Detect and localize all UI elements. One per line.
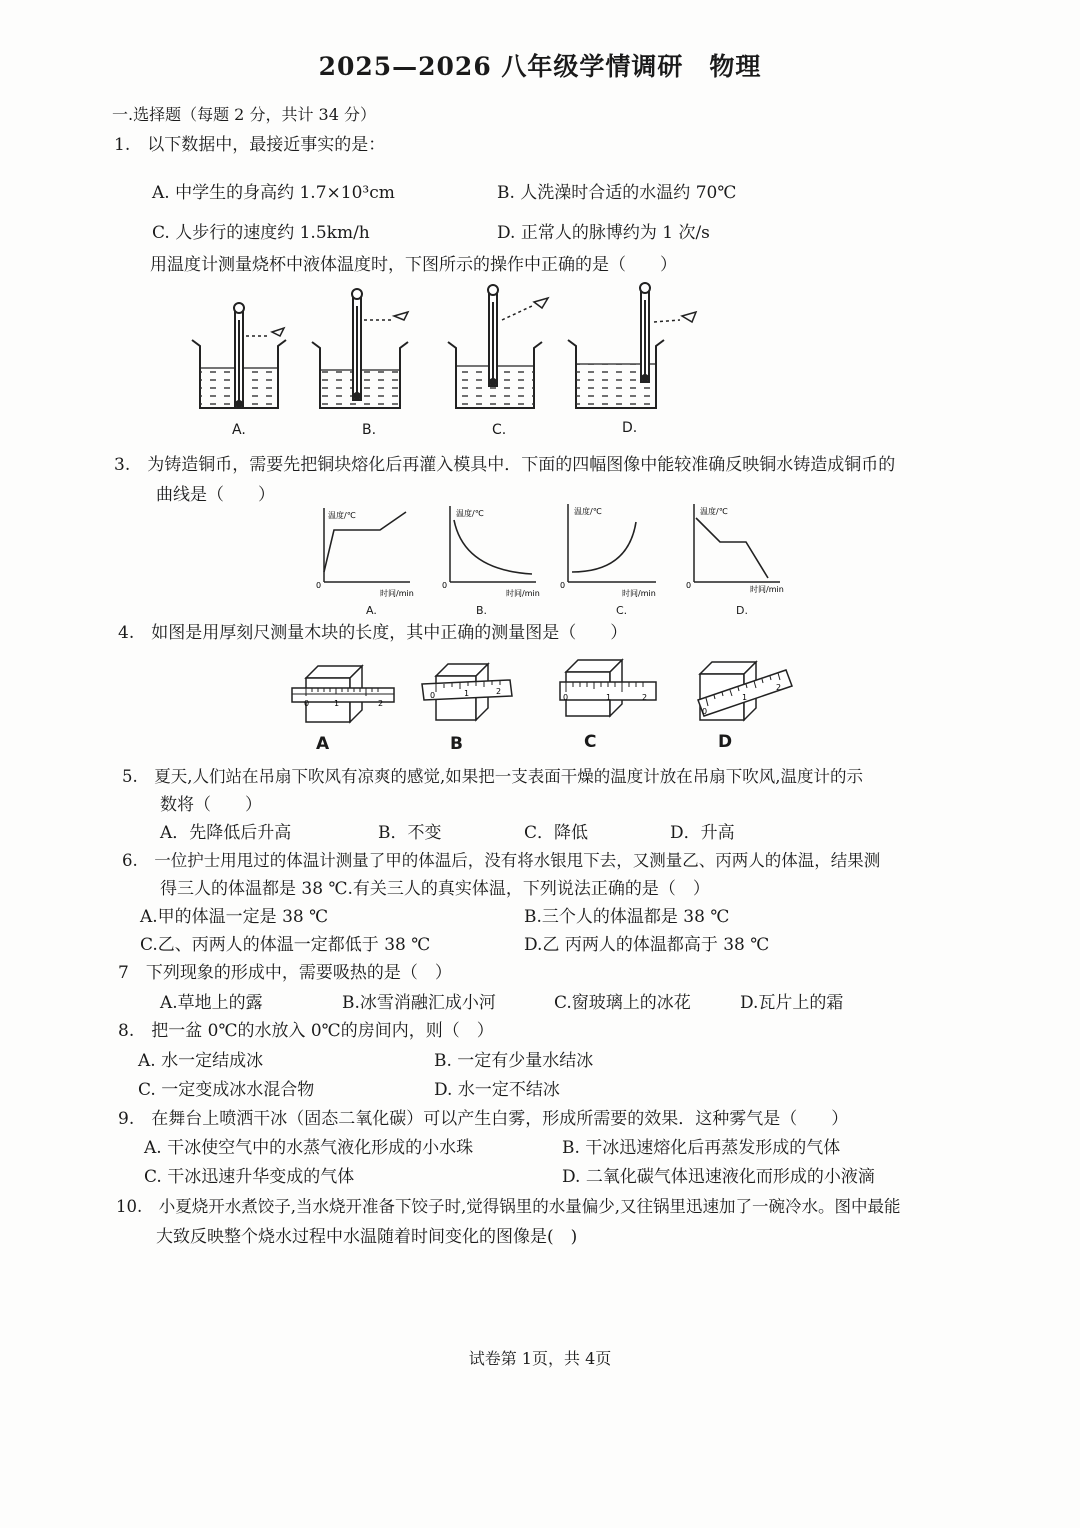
q3-c-origin: 0 [560,581,566,590]
q4-label-d: D [718,732,733,752]
q3-b-origin: 0 [442,581,448,590]
q9-option-c[interactable]: C. 干冰迅速升华变成的气体 [144,1167,355,1187]
q3-a-origin: 0 [316,581,322,590]
q8-option-b[interactable]: B. 一定有少量水结冰 [434,1051,594,1071]
q7-option-c[interactable]: C.窗玻璃上的冰花 [554,993,691,1013]
q10-stem-line1: 10. 小夏烧开水煮饺子,当水烧开准备下饺子时,觉得锅里的水量偏少,又往锅里迅速加了一碗冷水。图中最能 [116,1197,901,1216]
q2-stem: 用温度计测量烧杯中液体温度时，下图所示的操作中正确的是（ ） [150,255,677,275]
q3-stem-line2: 曲线是（ ） [156,485,275,505]
q4-b-tick-0: 0 [430,691,436,700]
q2-figure-a [192,303,286,408]
q6-option-d[interactable]: D.乙 丙两人的体温都高于 38 ℃ [524,935,770,955]
q3-d-yaxis: 温度/℃ [700,507,728,516]
q5-stem-line1: 5. 夏天,人们站在吊扇下吹风有凉爽的感觉,如果把一支表面干燥的温度计放在吊扇下吹风,温度计的示 [122,767,863,786]
q4-ruler-figures [286,654,806,734]
q8-stem: 8. 把一盆 0℃的水放入 0℃的房间内，则（ ） [118,1021,494,1041]
q6-option-b[interactable]: B.三个人的体温都是 38 ℃ [524,907,730,927]
q4-d-tick-0: 0 [702,707,708,716]
q1-option-b[interactable]: B. 人洗澡时合适的水温约 70℃ [497,183,737,203]
exam-title: 2025—2026 八年级学情调研 物理 [318,52,762,81]
q2-figure-d [568,283,696,408]
q4-d-tick-2: 2 [776,683,782,692]
q3-label-a: A. [366,604,377,617]
q6-stem-line2: 得三人的体温都是 38 ℃.有关三人的真实体温，下列说法正确的是（ ） [160,879,710,899]
q6-option-a[interactable]: A.甲的体温一定是 38 ℃ [140,907,329,927]
q3-a-xaxis: 时间/min [380,589,414,598]
q3-c-yaxis: 温度/℃ [574,507,602,516]
section-heading: 一.选择题（每题 2 分，共计 34 分） [112,105,376,124]
q3-b-xaxis: 时间/min [506,589,540,598]
q4-a-tick-1: 1 [334,699,340,708]
q4-stem: 4. 如图是用厚刻尺测量木块的长度，其中正确的测量图是（ ） [118,623,628,643]
q3-a-yaxis: 温度/℃ [328,511,356,520]
q2-thermometer-figures [180,280,740,420]
q4-label-a: A [316,734,330,754]
q9-option-d[interactable]: D. 二氧化碳气体迅速液化而形成的小液滴 [562,1167,875,1187]
q3-d-origin: 0 [686,581,692,590]
q8-option-a[interactable]: A. 水一定结成冰 [138,1051,264,1071]
q6-stem-line1: 6. 一位护士用甩过的体温计测量了甲的体温后，没有将水银甩下去，又测量乙、丙两人的体温，结果测 [122,851,881,870]
q3-b-yaxis: 温度/℃ [456,509,484,518]
q3-graphs [310,500,800,610]
q7-option-d[interactable]: D.瓦片上的霜 [740,993,844,1013]
q7-option-b[interactable]: B.冰雪消融汇成小河 [342,993,496,1013]
q3-graph-d [686,504,784,594]
q4-a-tick-2: 2 [378,699,384,708]
q1-option-c[interactable]: C. 人步行的速度约 1.5km/h [152,223,370,243]
q3-d-xaxis: 时间/min [750,585,784,594]
q10-stem-line2: 大致反映整个烧水过程中水温随着时间变化的图像是( ) [156,1227,578,1247]
q3-graph-c [560,504,656,598]
q8-option-d[interactable]: D. 水一定不结冰 [434,1080,560,1100]
q5-stem-line2: 数将（ ） [160,795,262,815]
q4-figure-c [560,660,656,716]
page-footer: 试卷第 1页，共 4页 [468,1349,612,1368]
q2-label-c: C. [492,422,507,438]
q2-label-a: A. [232,422,246,438]
q2-figure-b [312,289,408,408]
q7-option-a[interactable]: A.草地上的露 [160,993,263,1013]
q2-figure-c [448,285,548,408]
q8-option-c[interactable]: C. 一定变成冰水混合物 [138,1080,315,1100]
q3-label-c: C. [616,604,628,617]
q4-b-tick-1: 1 [464,689,470,698]
q5-option-d[interactable]: D．升高 [670,823,735,843]
q1-stem: 1. 以下数据中，最接近事实的是： [114,135,386,155]
q4-figure-a [292,666,394,722]
q4-c-tick-1: 1 [606,693,612,702]
q5-option-c[interactable]: C．降低 [524,823,589,843]
q3-graph-a [316,508,414,598]
q1-option-d[interactable]: D. 正常人的脉博约为 1 次/s [497,223,710,243]
q4-figure-d [698,662,792,720]
q4-label-c: C [584,732,597,752]
q5-option-a[interactable]: A．先降低后升高 [160,823,292,843]
q9-option-b[interactable]: B. 干冰迅速熔化后再蒸发形成的气体 [562,1138,841,1158]
q3-label-b: B. [476,604,488,617]
q4-d-tick-1: 1 [742,693,748,702]
q3-label-d: D. [736,604,748,617]
q4-b-tick-2: 2 [496,687,502,696]
q9-option-a[interactable]: A. 干冰使空气中的水蒸气液化形成的小水珠 [144,1138,474,1158]
q1-option-a[interactable]: A. 中学生的身高约 1.7×10³cm [152,183,395,203]
q4-c-tick-2: 2 [642,693,648,702]
q3-stem-line1: 3. 为铸造铜币，需要先把铜块熔化后再灌入模具中．下面的四幅图像中能较准确反映铜水铸造成铜币的 [114,455,896,475]
q4-c-tick-0: 0 [563,693,569,702]
q9-stem: 9. 在舞台上喷洒干冰（固态二氧化碳）可以产生白雾，形成所需要的效果．这种雾气是（ ） [118,1109,849,1129]
q2-label-b: B. [362,422,377,438]
q4-label-b: B [450,734,463,754]
q5-option-b[interactable]: B．不变 [378,823,442,843]
q4-a-tick-0: 0 [304,699,310,708]
q3-graph-b [442,506,540,598]
q2-label-d: D. [622,420,638,436]
q3-c-xaxis: 时间/min [622,589,656,598]
q6-option-c[interactable]: C.乙、丙两人的体温一定都低于 38 ℃ [140,935,431,955]
q7-stem: 7 下列现象的形成中，需要吸热的是（ ） [118,963,452,983]
q4-figure-b [422,664,512,720]
